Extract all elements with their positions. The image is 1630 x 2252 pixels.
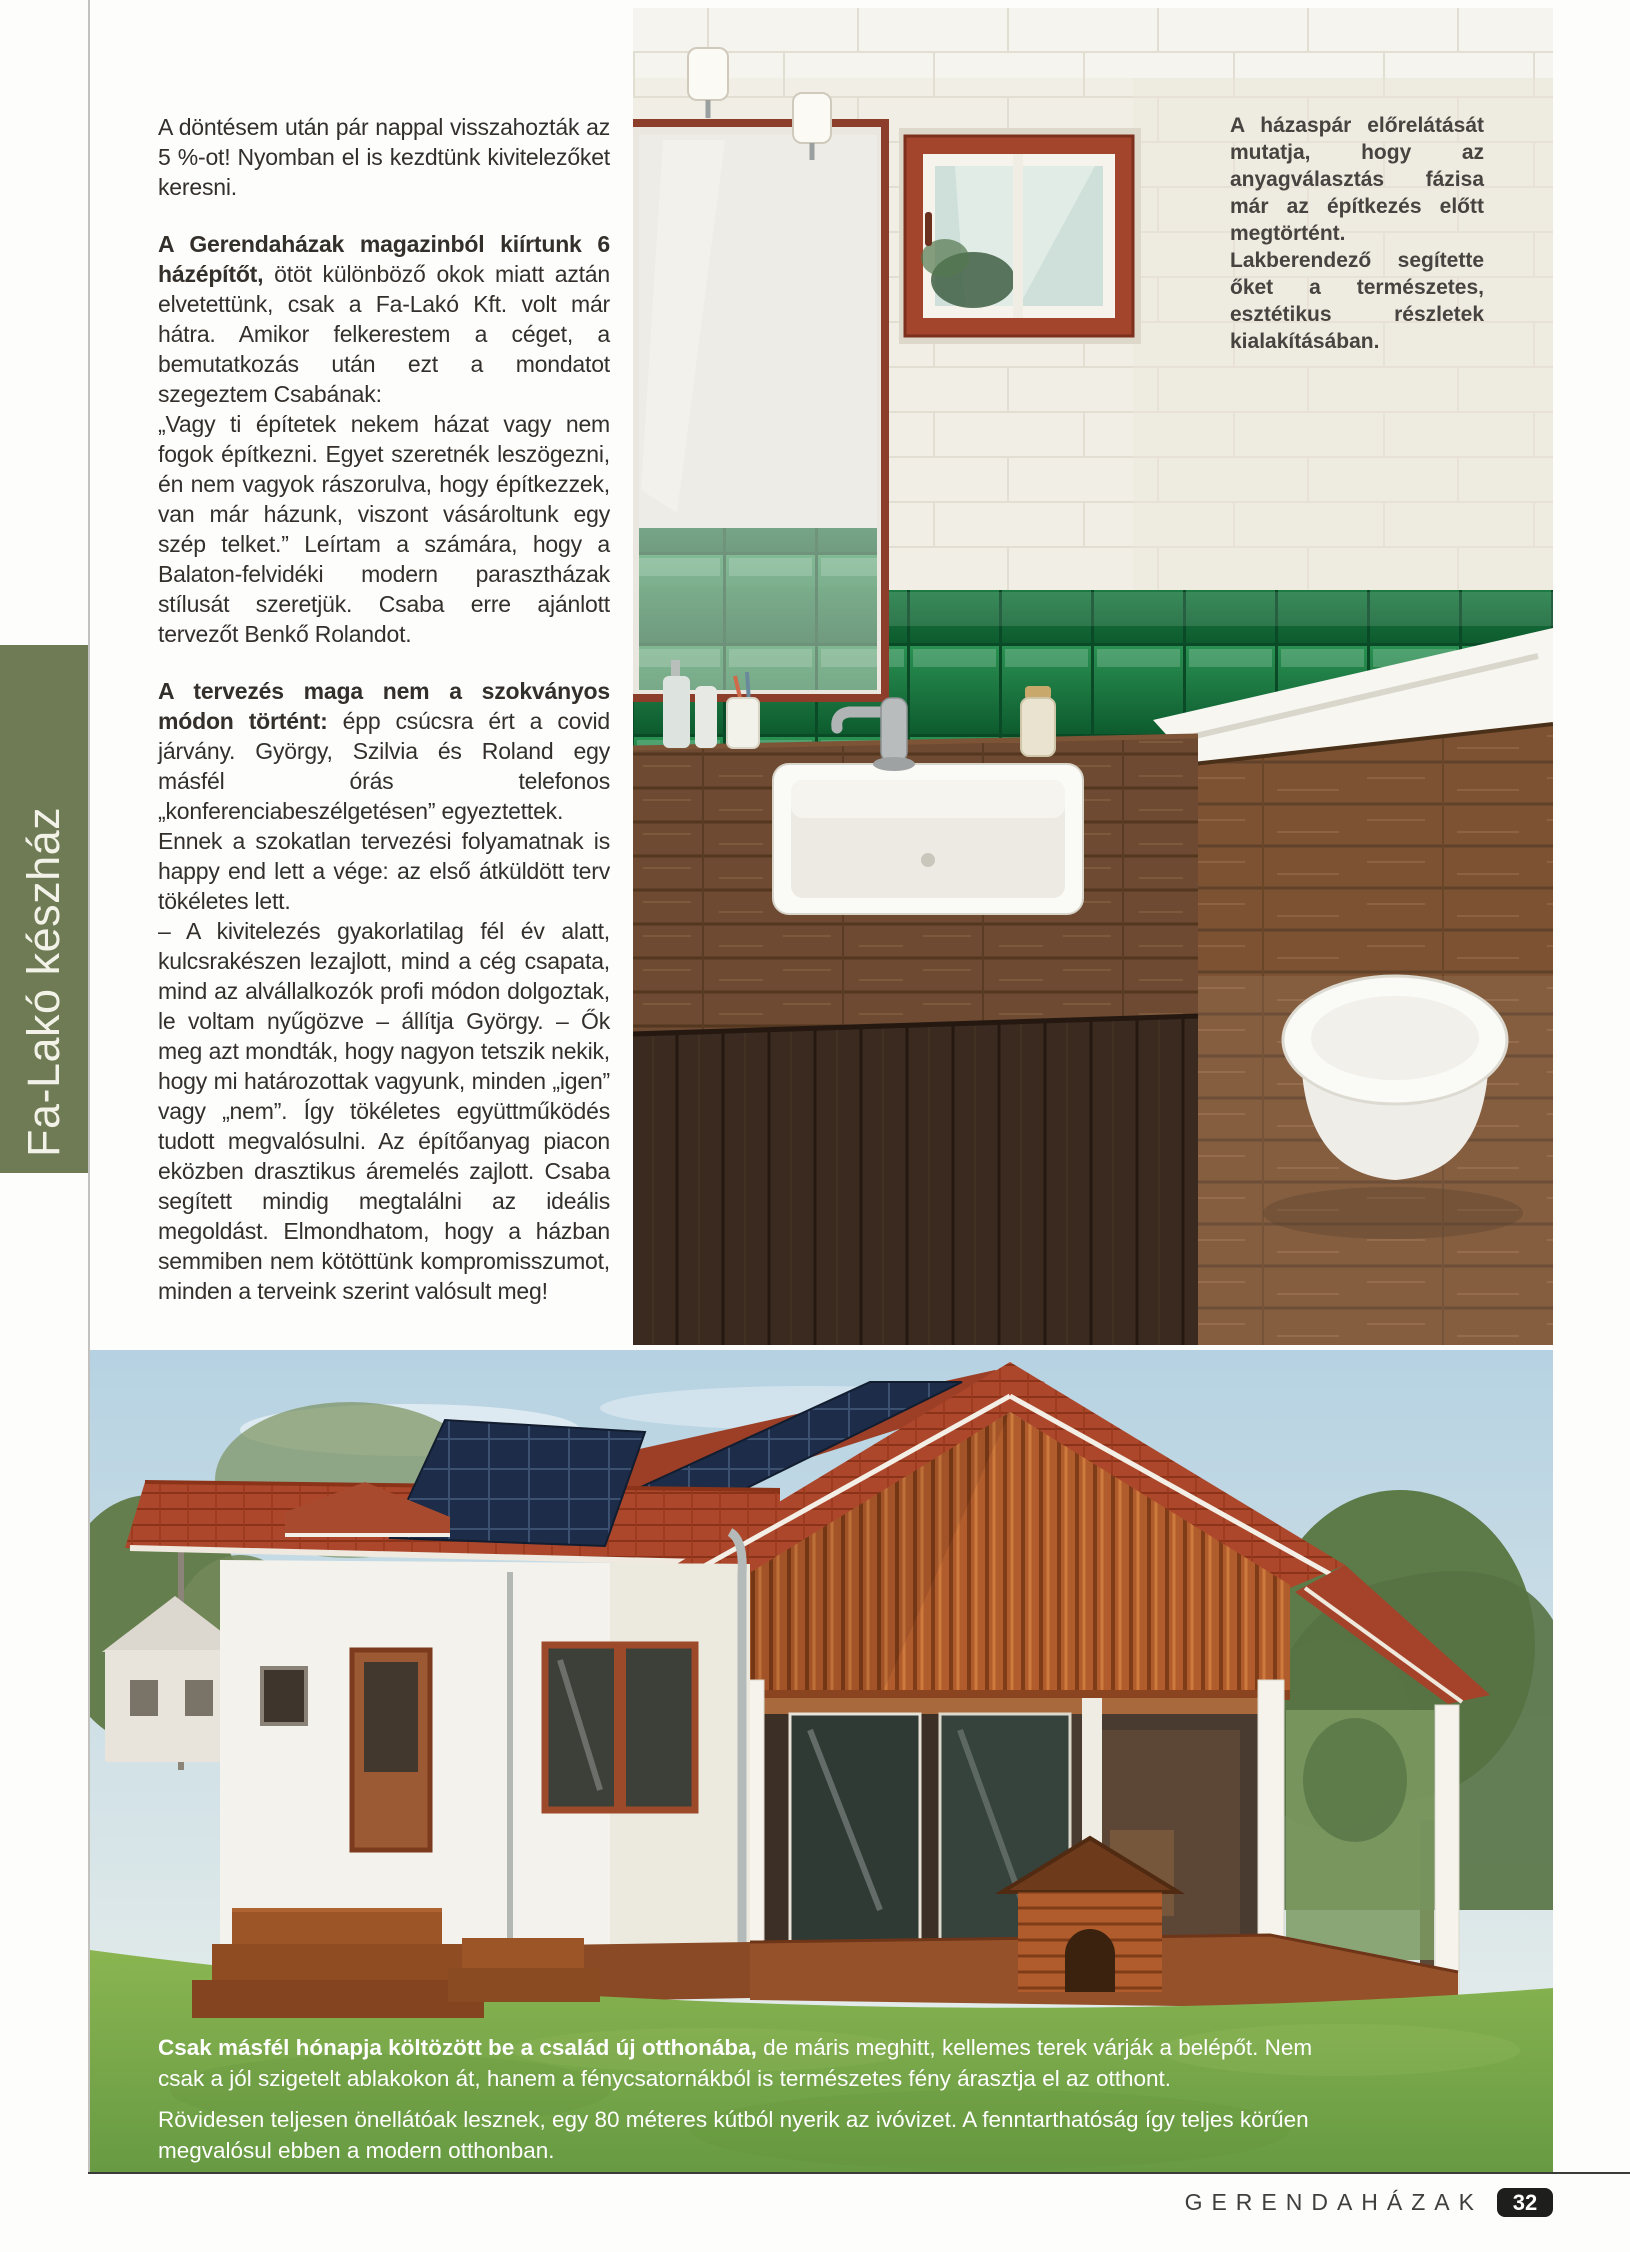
- article-paragraph: A döntésem után pár nappal visszahozták az 5 %-ot! Nyomban el is kezdtünk kivitelezőket keresni.: [158, 114, 610, 200]
- footer: [1185, 2188, 1553, 2217]
- small-window: [262, 1668, 306, 1724]
- magazine-name: GERENDAHÁZAK: [1184, 2189, 1483, 2215]
- article-paragraph: Ennek a szokatlan tervezési folyamatnak is happy end lett a vége: az első átküldött terv tökéletes lett.: [158, 828, 610, 914]
- terrace-door: [790, 1714, 920, 1946]
- article-paragraph: A Gerendaházak magazinból kiírtunk 6 házépítőt, ötöt különböző okok miatt aztán elvetettünk, csak a Fa-Lakó Kft. volt már hátra. Amikor felkerestem a céget, a bemutatkozás után ezt a mondatot szegeztem Csabának:: [158, 231, 610, 407]
- article-paragraph: A tervezés maga nem a szokványos módon történt: épp csúcsra ért a covid járvány. György, Szilvia és Roland egy másfél órás telefonos „konferenciabeszélgetésen” egyeztettek.: [158, 678, 611, 824]
- bathroom-caption: A házaspár előrelátását mutatja, hogy az anyagválasztás fázisa már az építkezés előtt megtörtént. Lakberendező segítette őket a természetes, esztétikus részletek kialakításában.: [1230, 114, 1484, 353]
- window: [899, 128, 1141, 344]
- page-number-badge: 32: [1497, 2188, 1553, 2217]
- house-caption-2: Rövidesen teljesen önellátóak lesznek, egy 80 méteres kútból nyerik az ivóvizet. A fenntarthatóság így teljes körűen megvalósul ebben a modern otthonban.: [158, 2107, 1309, 2163]
- section-title-vertical: Fa-Lakó készház: [18, 806, 69, 1157]
- article-column: [158, 112, 610, 1306]
- house-caption-1: Csak másfél hónapja költözött be a család új otthonába, de máris meghitt, kellemes terek várják a belépőt. Nem csak a jól szigetelt ablakokon át, hanem a fénycsatornákból is természetes fény árasztja el az otthont.: [158, 2035, 1313, 2091]
- porch: [750, 1698, 1270, 1956]
- footer-rule: [88, 2172, 1630, 2174]
- article-paragraph-quote: „Vagy ti építetek nekem házat vagy nem fogok építkezni. Egyet szeretnék leszögezni, én nem vagyok rászorulva, hogy építkezzek, van már házunk, viszont vásároltunk egy szép telket.” Leírtam a számára, hogy a Balaton-felvidéki modern parasztházak stílusát szeretjük. Csaba erre ajánlott tervezőt Benkő Rolandot.: [158, 411, 610, 647]
- vanity-cabinet: [633, 1016, 1198, 1345]
- mirror: [633, 123, 885, 698]
- sink: [773, 764, 1083, 914]
- section-sidebar: [0, 645, 88, 1173]
- article-paragraph: – A kivitelezés gyakorlatilag fél év alatt, kulcsrakészen lezajlott, mind a cég csapata, mind az alvállalkozók profi módon dolgoztak, le voltam nyűgözve – állítja György. – Ők meg azt mondták, hogy nagyon tetszik nekik, hogy mi határozottak vagyunk, minden „igen” vagy „nem”. Így tökéletes együttműködés tudott megvalósulni. Az építőanyag piacon eközben drasztikus áremelés zajlott. Csaba segített mindig megtalálni az ideális megoldást. Elmondhatom, hogy a házban semmiben nem kötöttünk kompromisszumot, minden a terveink szerint valósult meg!: [158, 918, 610, 1304]
